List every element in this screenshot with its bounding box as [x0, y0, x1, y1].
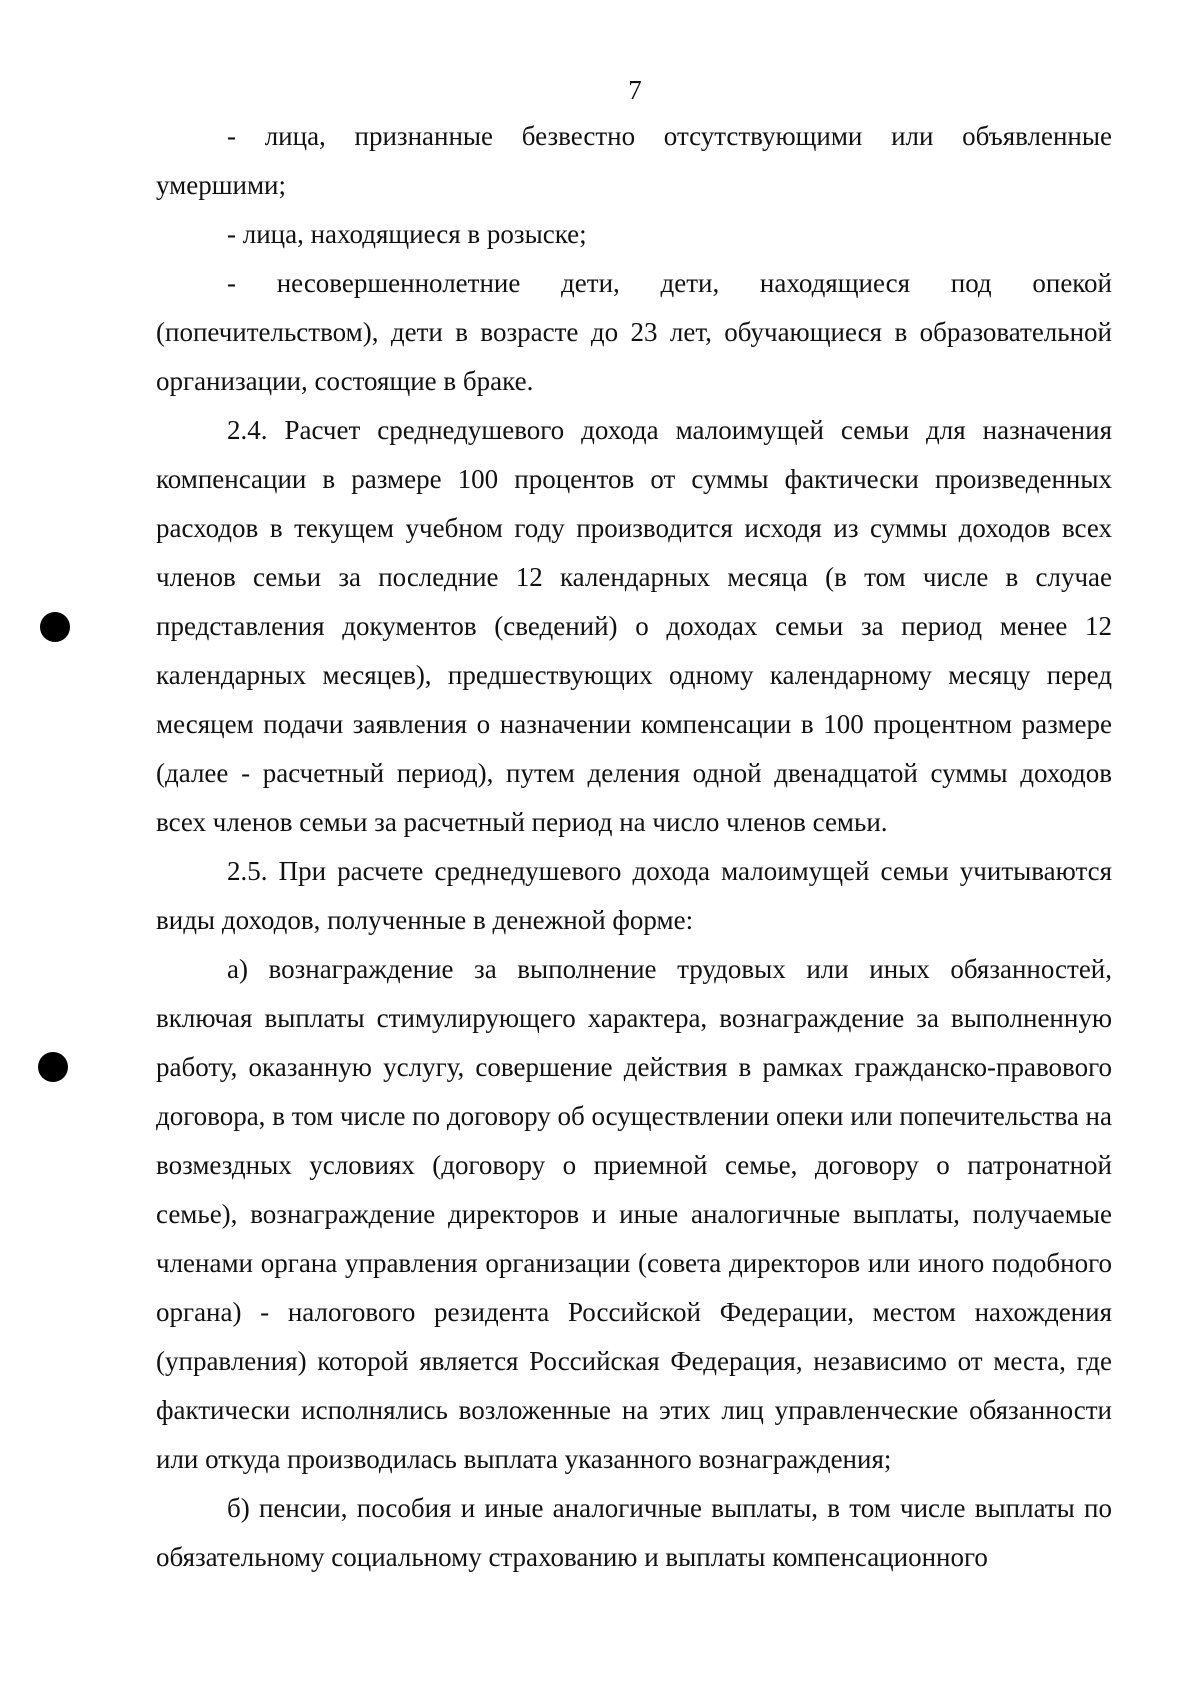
list-item-wanted-persons: - лица, находящиеся в розыске; — [227, 219, 587, 249]
document-body — [156, 112, 1112, 1582]
clause-2-5-a: а) вознаграждение за выполнение трудовых или иных обязанностей, включая выплаты стимулирующего характера, вознаграждение за выполненную работу, оказанную услугу, совершение действия в рамках гражданско-правового договора, в том числе по договору об осуществлении опеки или попечительства на возмездных условиях (договору о приемной семье, договору о патронатной семье), вознаграждение директоров и иные аналогичные выплаты, получаемые членами органа управления организации (совета директоров или иного подобного органа) - налогового резидента Российской Федерации, местом нахождения (управления) которой является Российская Федерация, независимо от места, где фактически исполнялись возложенные на этих лиц управленческие обязанности или откуда производилась выплата указанного вознаграждения; — [156, 954, 1112, 1474]
punch-hole — [40, 612, 70, 642]
page-number: 7 — [628, 75, 642, 105]
list-item-minor-children: - несовершеннолетние дети, дети, находящиеся под опекой (попечительством), дети в возрасте до 23 лет, обучающиеся в образовательной организации, состоящие в браке. — [156, 268, 1112, 396]
clause-2-5-b: б) пенсии, пособия и иные аналогичные выплаты, в том числе выплаты по обязательному социальному страхованию и выплаты компенсационного — [156, 1493, 1112, 1572]
list-item-missing-persons: - лица, признанные безвестно отсутствующими или объявленные умершими; — [156, 121, 1112, 200]
clause-2-4: 2.4. Расчет среднедушевого дохода малоимущей семьи для назначения компенсации в размере 100 процентов от суммы фактически произведенных расходов в текущем учебном году производится исходя из суммы доходов всех членов семьи за последние 12 календарных месяца (в том числе в случае представления документов (сведений) о доходах семьи за период менее 12 календарных месяцев), предшествующих одному календарному месяцу перед месяцем подачи заявления о назначении компенсации в 100 процентном размере (далее - расчетный период), путем деления одной двенадцатой суммы доходов всех членов семьи за расчетный период на число членов семьи. — [156, 415, 1112, 837]
clause-2-5: 2.5. При расчете среднедушевого дохода малоимущей семьи учитываются виды доходов, полученные в денежной форме: — [156, 856, 1112, 935]
punch-hole — [38, 1052, 68, 1082]
